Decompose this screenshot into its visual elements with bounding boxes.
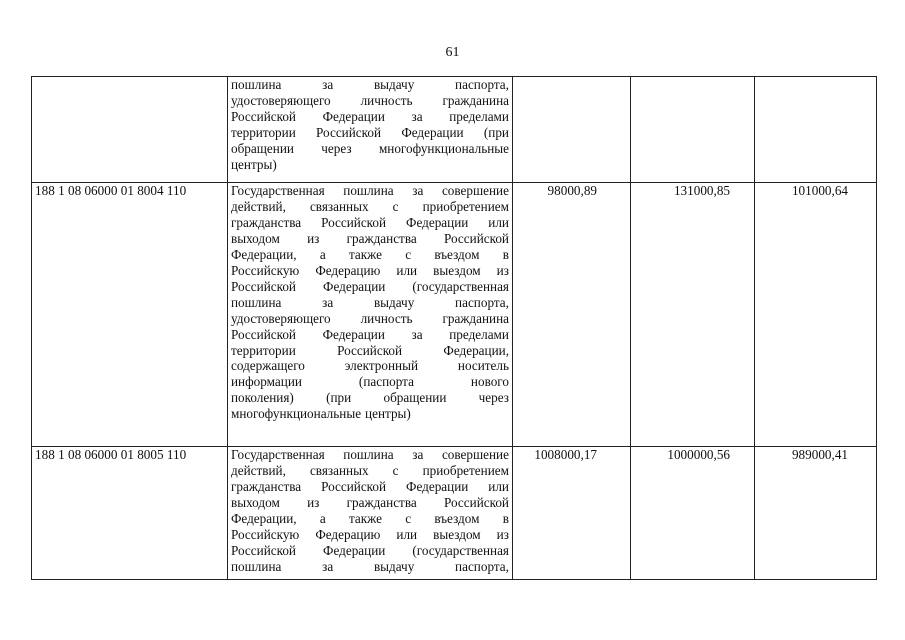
- description-line: выходом из гражданства Российской: [231, 494, 509, 510]
- description-line: действий, связанных с приобретением: [231, 198, 509, 214]
- description-line: пошлина за выдачу паспорта,: [231, 77, 509, 92]
- description-line: действий, связанных с приобретением: [231, 462, 509, 478]
- description-line: территории Российской Федерации (при: [231, 124, 509, 140]
- description-line: гражданства Российской Федерации или: [231, 478, 509, 494]
- description-line: Российскую Федерацию или выездом из: [231, 526, 509, 542]
- description-line: Государственная пошлина за совершение: [231, 447, 509, 462]
- description-cell: [228, 447, 513, 580]
- table-row: [32, 77, 877, 183]
- value-cell-2: 1000000,56: [631, 447, 755, 580]
- description-line: Российскую Федерацию или выездом из: [231, 262, 509, 278]
- description-line: многофункциональные центры): [231, 406, 411, 422]
- description-cell: [228, 77, 513, 183]
- value-cell-3: [755, 77, 877, 183]
- budget-code-cell: [32, 77, 228, 183]
- description-line: территории Российской Федерации,: [231, 342, 509, 358]
- description-line: центры): [231, 156, 277, 172]
- description-line: выходом из гражданства Российской: [231, 230, 509, 246]
- budget-code-cell: 188 1 08 06000 01 8004 110: [32, 183, 228, 447]
- description-line: удостоверяющего личность гражданина: [231, 310, 509, 326]
- description-line: обращении через многофункциональные: [231, 140, 509, 156]
- description-line: Российской Федерации за пределами: [231, 108, 509, 124]
- description-line: Федерации, а также с въездом в: [231, 510, 509, 526]
- page-number: 61: [445, 45, 460, 60]
- budget-revenue-table: [31, 76, 877, 580]
- value-cell-1: [513, 77, 631, 183]
- description-line: гражданства Российской Федерации или: [231, 214, 509, 230]
- description-line: удостоверяющего личность гражданина: [231, 92, 509, 108]
- description-line: пошлина за выдачу паспорта,: [231, 294, 509, 310]
- table-row: [32, 183, 877, 447]
- description-line: поколения) (при обращении через: [231, 390, 509, 406]
- value-cell-3: 989000,41: [755, 447, 877, 580]
- description-line: Федерации, а также с въездом в: [231, 246, 509, 262]
- description-cell: [228, 183, 513, 447]
- value-cell-1: 1008000,17: [513, 447, 631, 580]
- budget-code-cell: 188 1 08 06000 01 8005 110: [32, 447, 228, 580]
- value-cell-2: 131000,85: [631, 183, 755, 447]
- description-line: Российской Федерации (государственная: [231, 278, 509, 294]
- value-cell-2: [631, 77, 755, 183]
- description-line: Государственная пошлина за совершение: [231, 183, 509, 198]
- description-line: пошлина за выдачу паспорта,: [231, 558, 509, 574]
- description-line: Российской Федерации за пределами: [231, 326, 509, 342]
- value-cell-3: 101000,64: [755, 183, 877, 447]
- description-line: Российской Федерации (государственная: [231, 542, 509, 558]
- description-line: содержащего электронный носитель: [231, 358, 509, 374]
- description-line: информации (паспорта нового: [231, 374, 509, 390]
- value-cell-1: 98000,89: [513, 183, 631, 447]
- table-row: [32, 447, 877, 580]
